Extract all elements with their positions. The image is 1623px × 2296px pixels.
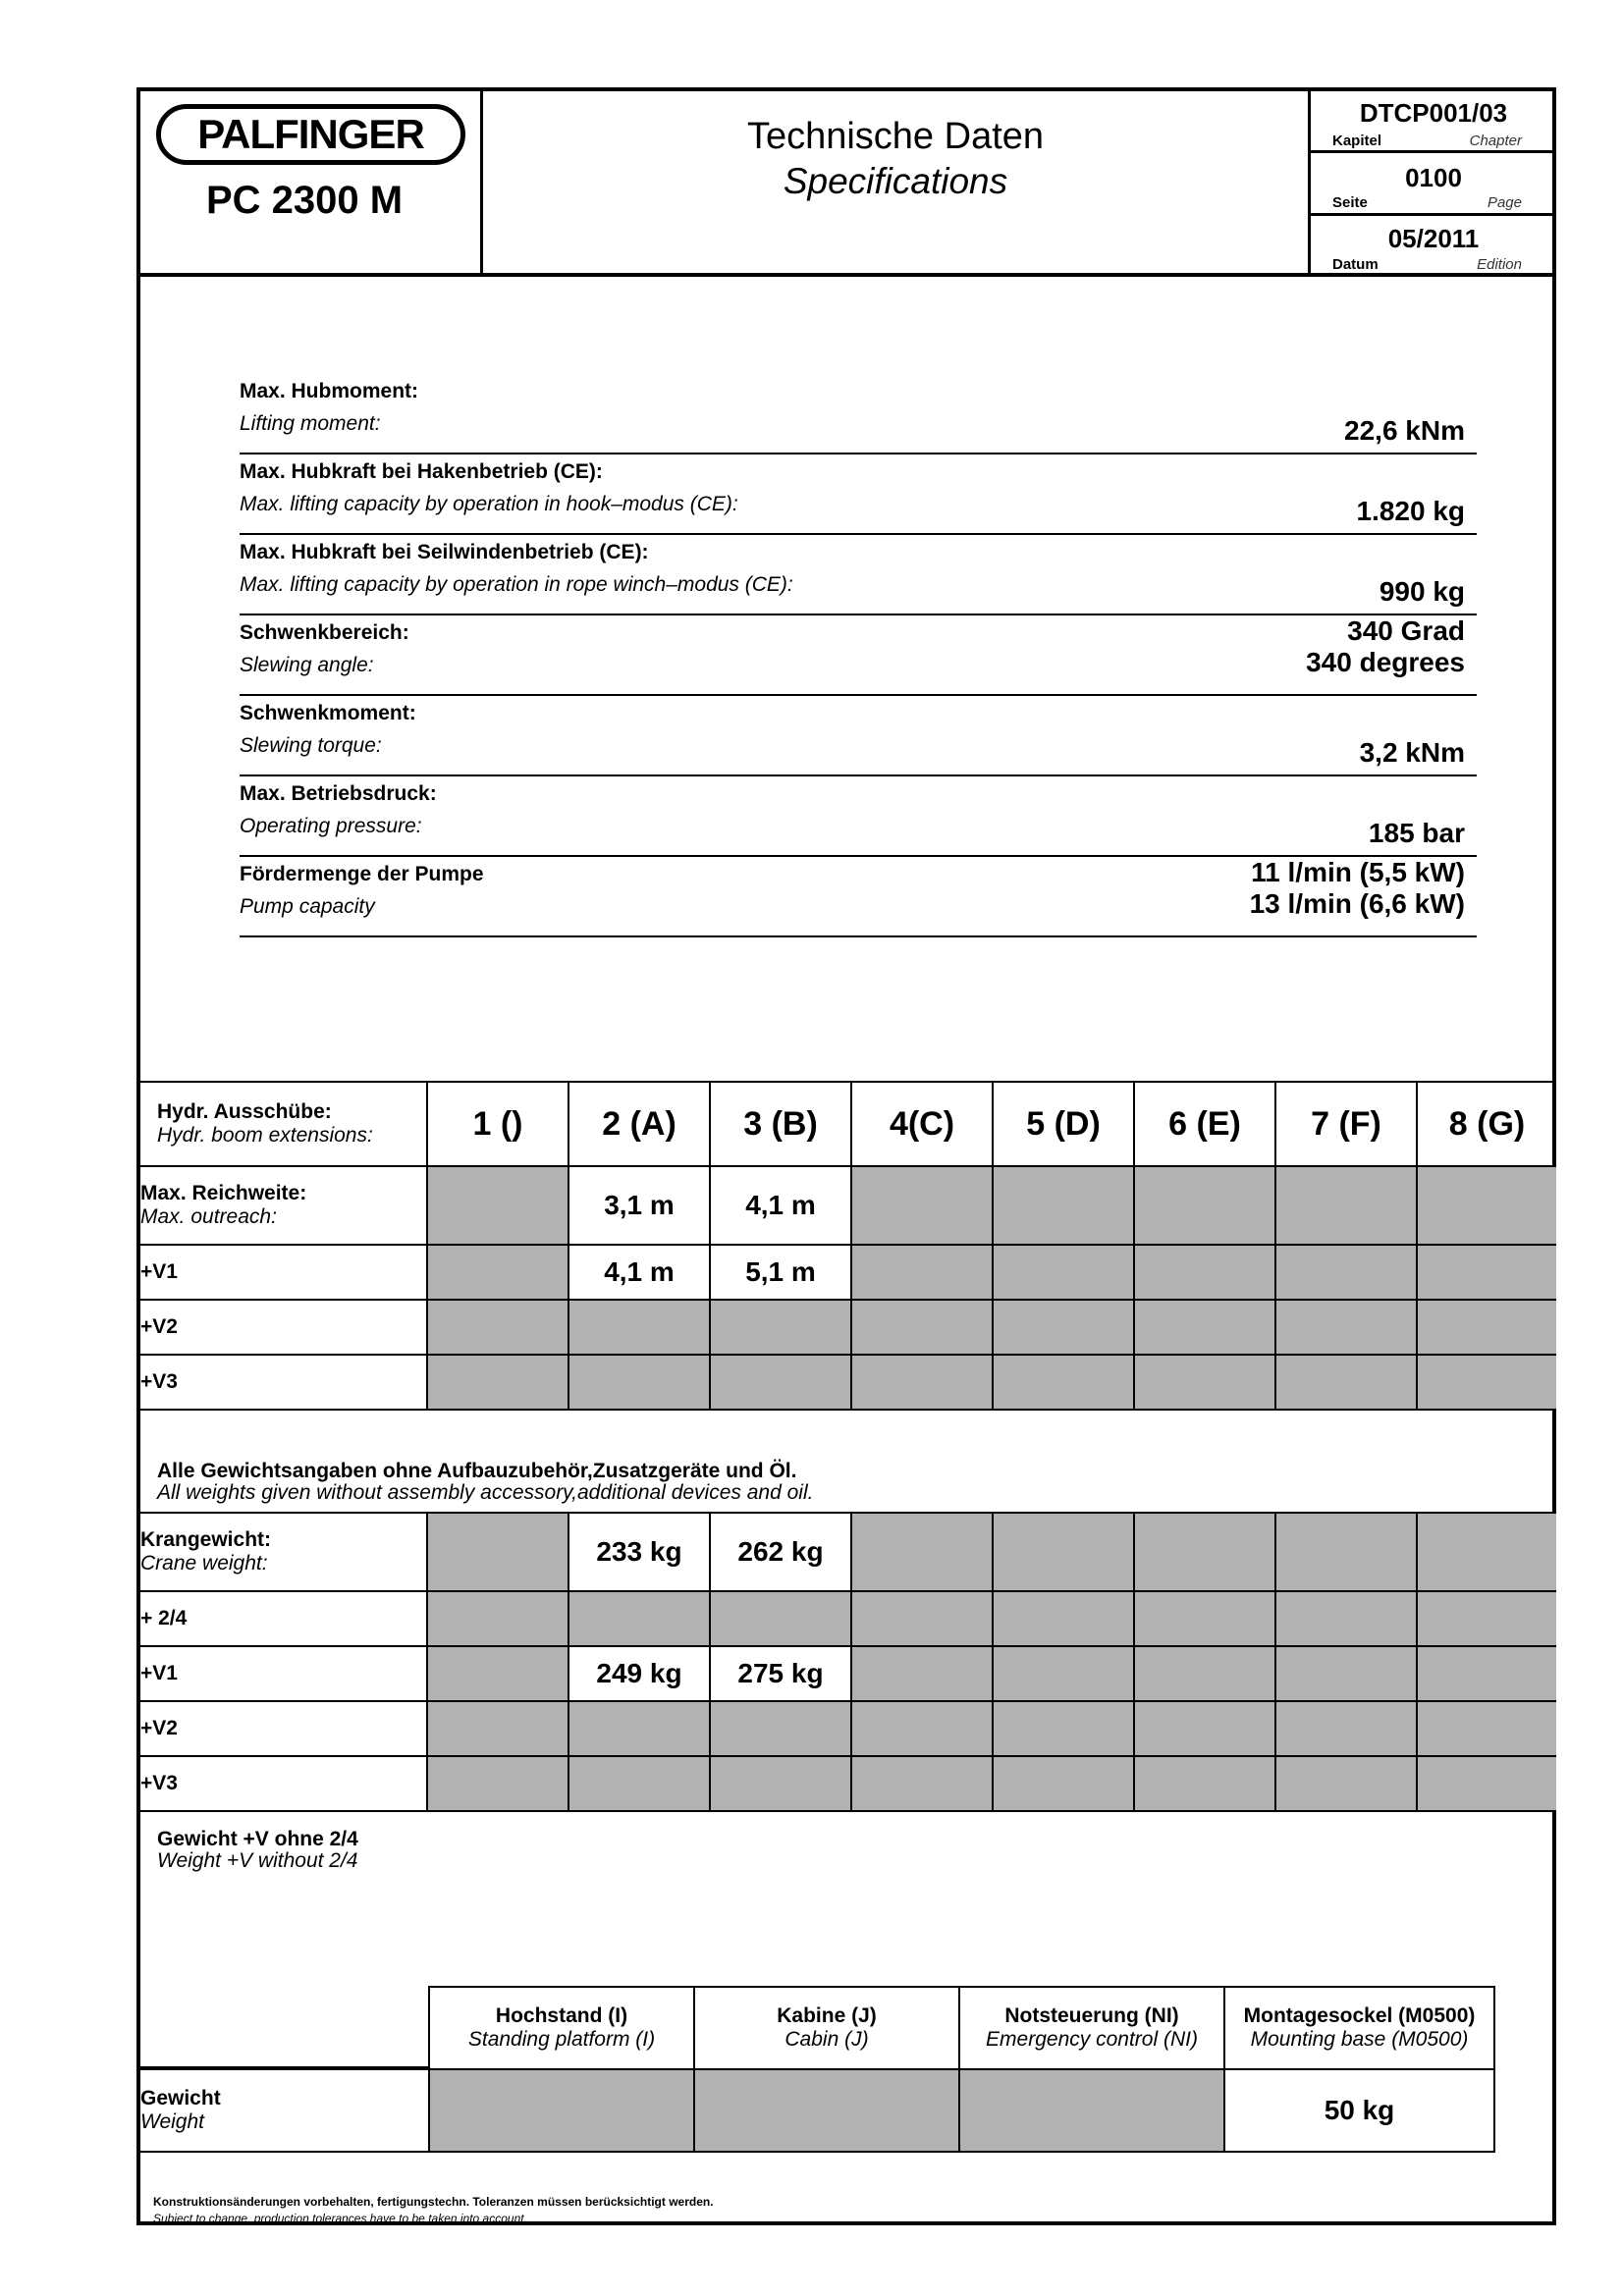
column-header: [429, 1987, 694, 2069]
empty-cell: [1417, 1513, 1556, 1591]
spec-value: 340 Grad: [1347, 615, 1465, 646]
empty-cell: [993, 1513, 1134, 1591]
empty-cell: [1417, 1646, 1556, 1701]
empty-cell: [1275, 1591, 1417, 1646]
spec-row: [240, 615, 1477, 696]
empty-cell: [851, 1245, 993, 1300]
empty-cell: [710, 1591, 851, 1646]
table-row: [140, 1245, 1556, 1300]
empty-cell: [1275, 1756, 1417, 1811]
header-cell-divider-2: [1308, 213, 1556, 216]
empty-cell: [851, 1300, 993, 1355]
edition-label-en: Edition: [1477, 256, 1522, 273]
empty-cell: [1417, 1591, 1556, 1646]
row-label-de: Max. Reichweite:: [140, 1182, 307, 1204]
spec-row: [240, 702, 1477, 776]
boom-header-label: [140, 1082, 427, 1166]
boom-label-de: Hydr. Ausschübe:: [157, 1100, 332, 1123]
empty-cell: [568, 1300, 710, 1355]
column-header-de: Kabine (J): [777, 2004, 877, 2027]
empty-cell: [993, 1701, 1134, 1756]
weight-v-note-de: Gewicht +V ohne 2/4: [157, 1828, 358, 1850]
row-label: [140, 1300, 427, 1355]
page-subtitle: Specifications: [783, 161, 1008, 201]
empty-cell: [959, 2069, 1224, 2152]
page-label-de: Seite: [1332, 194, 1368, 211]
row-label: [140, 1245, 427, 1300]
column-header-en: Emergency control (NI): [986, 2028, 1198, 2051]
empty-cell: [1134, 1355, 1275, 1410]
spec-value: 990 kg: [1379, 576, 1465, 607]
table-row: [140, 1591, 1556, 1646]
table-row: [140, 1355, 1556, 1410]
row-label: [140, 1166, 427, 1245]
table-cell: 262 kg: [710, 1513, 851, 1591]
empty-cell: [993, 1300, 1134, 1355]
empty-cell: [993, 1355, 1134, 1410]
footer-disclaimer-en: Subject to change, production tolerances have to be taken into account.: [153, 2212, 527, 2225]
table-row: [140, 1166, 1556, 1245]
table-cell: 233 kg: [568, 1513, 710, 1591]
footer-disclaimer-de: Konstruktionsänderungen vorbehalten, fertigungstechn. Toleranzen müssen berücksichtigt werden.: [153, 2195, 714, 2209]
table-row: [140, 1646, 1556, 1701]
empty-cell: [568, 1756, 710, 1811]
empty-cell: [1275, 1355, 1417, 1410]
column-header-de: Notsteuerung (NI): [1004, 2004, 1179, 2027]
column-header-en: Standing platform (I): [467, 2028, 656, 2051]
empty-cell: [993, 1756, 1134, 1811]
empty-cell: [427, 1245, 568, 1300]
weights-note-en: All weights given without assembly accessory,additional devices and oil.: [157, 1481, 814, 1504]
empty-cell: [427, 1300, 568, 1355]
page-label-en: Page: [1487, 194, 1522, 211]
boom-header-row: [140, 1082, 1556, 1166]
empty-cell: [851, 1646, 993, 1701]
empty-cell: [568, 1591, 710, 1646]
empty-cell: [1275, 1300, 1417, 1355]
chapter-label-en: Chapter: [1469, 133, 1522, 149]
weights-table: [140, 1512, 1556, 1812]
row-label-de: + 2/4: [140, 1607, 188, 1629]
empty-cell: [993, 1646, 1134, 1701]
row-label-en: Weight: [140, 2110, 204, 2133]
empty-cell: [851, 1756, 993, 1811]
empty-cell: [1417, 1245, 1556, 1300]
empty-cell: [1134, 1513, 1275, 1591]
spec-value: 3,2 kNm: [1359, 737, 1465, 768]
empty-cell: [429, 2069, 694, 2152]
empty-cell: [1134, 1245, 1275, 1300]
column-header: 6 (E): [1134, 1082, 1275, 1166]
accessories-header-row: [140, 1987, 1494, 2069]
table-row: [140, 1513, 1556, 1591]
spec-value: 11 l/min (5,5 kW): [1251, 857, 1465, 887]
empty-cell: [1134, 1646, 1275, 1701]
spec-value-secondary: 13 l/min (6,6 kW): [1249, 888, 1465, 919]
table-cell: 3,1 m: [568, 1166, 710, 1245]
empty-corner: [140, 1987, 429, 2069]
empty-cell: [851, 1591, 993, 1646]
spec-value-secondary: 340 degrees: [1306, 647, 1465, 677]
spec-row: [240, 460, 1477, 535]
spec-label-en: Slewing torque:: [240, 734, 382, 757]
empty-cell: [1275, 1646, 1417, 1701]
header-cell-divider-1: [1308, 150, 1556, 153]
empty-cell: [1417, 1701, 1556, 1756]
table-row: [140, 2069, 1494, 2152]
spec-label-de: Schwenkbereich:: [240, 621, 409, 644]
empty-cell: [993, 1591, 1134, 1646]
row-label: [140, 1701, 427, 1756]
spec-label-en: Pump capacity: [240, 895, 375, 918]
chapter-value: DTCP001/03: [1359, 98, 1508, 128]
empty-cell: [851, 1701, 993, 1756]
spec-value: 22,6 kNm: [1344, 415, 1465, 446]
empty-cell: [851, 1355, 993, 1410]
row-label-de: Gewicht: [140, 2087, 221, 2109]
empty-cell: [694, 2069, 959, 2152]
empty-cell: [710, 1355, 851, 1410]
table-cell: 275 kg: [710, 1646, 851, 1701]
spec-row: [240, 541, 1477, 615]
empty-cell: [1417, 1756, 1556, 1811]
spec-value: 1.820 kg: [1356, 496, 1465, 526]
table-row: [140, 1701, 1556, 1756]
column-header-de: Montagesockel (M0500): [1243, 2004, 1476, 2027]
spec-label-en: Max. lifting capacity by operation in hook–modus (CE):: [240, 493, 738, 515]
boom-label-en: Hydr. boom extensions:: [157, 1124, 373, 1147]
empty-cell: [1275, 1245, 1417, 1300]
chapter-label-de: Kapitel: [1332, 133, 1382, 149]
model-name: PC 2300 M: [205, 179, 404, 222]
column-header: 1 (): [427, 1082, 568, 1166]
row-label-de: Krangewicht:: [140, 1528, 272, 1551]
empty-cell: [851, 1513, 993, 1591]
row-label-de: +V3: [140, 1772, 178, 1794]
table-cell: 50 kg: [1224, 2069, 1494, 2152]
empty-cell: [427, 1591, 568, 1646]
column-header: 3 (B): [710, 1082, 851, 1166]
table-row: [140, 1300, 1556, 1355]
spec-label-en: Slewing angle:: [240, 654, 374, 676]
empty-cell: [427, 1166, 568, 1245]
spec-label-en: Lifting moment:: [240, 412, 381, 435]
empty-cell: [710, 1756, 851, 1811]
weights-note-de: Alle Gewichtsangaben ohne Aufbauzubehör,Zusatzgeräte und Öl.: [157, 1460, 797, 1482]
empty-cell: [427, 1355, 568, 1410]
row-label: [140, 2069, 429, 2152]
spec-label-de: Max. Betriebsdruck:: [240, 782, 437, 805]
row-label-en: Crane weight:: [140, 1552, 268, 1575]
empty-cell: [1134, 1166, 1275, 1245]
row-label-de: +V1: [140, 1662, 178, 1684]
table-cell: 249 kg: [568, 1646, 710, 1701]
empty-cell: [427, 1646, 568, 1701]
empty-cell: [1417, 1355, 1556, 1410]
spec-label-en: Operating pressure:: [240, 815, 422, 837]
column-header: 7 (F): [1275, 1082, 1417, 1166]
spec-row: [240, 782, 1477, 857]
empty-cell: [1417, 1300, 1556, 1355]
row-label: [140, 1355, 427, 1410]
accessories-table: [140, 1986, 1495, 2153]
empty-cell: [1134, 1701, 1275, 1756]
empty-cell: [993, 1166, 1134, 1245]
table-cell: 5,1 m: [710, 1245, 851, 1300]
column-header-en: Mounting base (M0500): [1250, 2028, 1469, 2051]
spec-label-de: Max. Hubkraft bei Seilwindenbetrieb (CE):: [240, 541, 649, 563]
edition-label-de: Datum: [1332, 256, 1379, 273]
empty-cell: [993, 1245, 1134, 1300]
edition-value: 05/2011: [1387, 224, 1480, 253]
table-cell: 4,1 m: [568, 1245, 710, 1300]
row-label-de: +V3: [140, 1370, 178, 1393]
spec-label-de: Max. Hubkraft bei Hakenbetrieb (CE):: [240, 460, 603, 483]
column-header: [1224, 1987, 1494, 2069]
empty-cell: [568, 1355, 710, 1410]
empty-cell: [1275, 1701, 1417, 1756]
column-header: 5 (D): [993, 1082, 1134, 1166]
empty-cell: [851, 1166, 993, 1245]
row-label-de: +V2: [140, 1315, 178, 1338]
column-header: [694, 1987, 959, 2069]
column-header-de: Hochstand (I): [495, 2004, 628, 2027]
spec-value: 185 bar: [1368, 818, 1465, 848]
table-row: [140, 1756, 1556, 1811]
empty-cell: [427, 1701, 568, 1756]
column-header: 8 (G): [1417, 1082, 1556, 1166]
empty-cell: [1134, 1300, 1275, 1355]
row-label: [140, 1756, 427, 1811]
page-title: Technische Daten: [746, 116, 1045, 157]
column-header: 2 (A): [568, 1082, 710, 1166]
row-label-en: Max. outreach:: [140, 1205, 277, 1228]
table-cell: 4,1 m: [710, 1166, 851, 1245]
empty-cell: [1134, 1756, 1275, 1811]
row-label: [140, 1646, 427, 1701]
spec-row: [240, 380, 1477, 454]
spec-row: [240, 857, 1477, 937]
header-divider: [136, 273, 1556, 277]
boom-extensions-table: [140, 1081, 1556, 1411]
weight-v-note-en: Weight +V without 2/4: [157, 1849, 358, 1872]
empty-cell: [1134, 1591, 1275, 1646]
column-header: 4(C): [851, 1082, 993, 1166]
empty-cell: [1417, 1166, 1556, 1245]
column-header: [959, 1987, 1224, 2069]
row-label: [140, 1513, 427, 1591]
spec-label-de: Max. Hubmoment:: [240, 380, 419, 402]
spec-label-de: Fördermenge der Pumpe: [240, 863, 484, 885]
spec-label-de: Schwenkmoment:: [240, 702, 416, 724]
empty-cell: [710, 1300, 851, 1355]
empty-cell: [427, 1513, 568, 1591]
row-label-de: +V1: [140, 1260, 178, 1283]
brand-logo: PALFINGER: [156, 104, 465, 165]
empty-cell: [1275, 1166, 1417, 1245]
empty-cell: [427, 1756, 568, 1811]
page-number-value: 0100: [1405, 163, 1462, 192]
empty-cell: [568, 1701, 710, 1756]
spec-label-en: Max. lifting capacity by operation in rope winch–modus (CE):: [240, 573, 793, 596]
empty-cell: [710, 1701, 851, 1756]
row-label-de: +V2: [140, 1717, 178, 1739]
column-header-en: Cabin (J): [784, 2028, 869, 2051]
empty-cell: [1275, 1513, 1417, 1591]
row-label: [140, 1591, 427, 1646]
